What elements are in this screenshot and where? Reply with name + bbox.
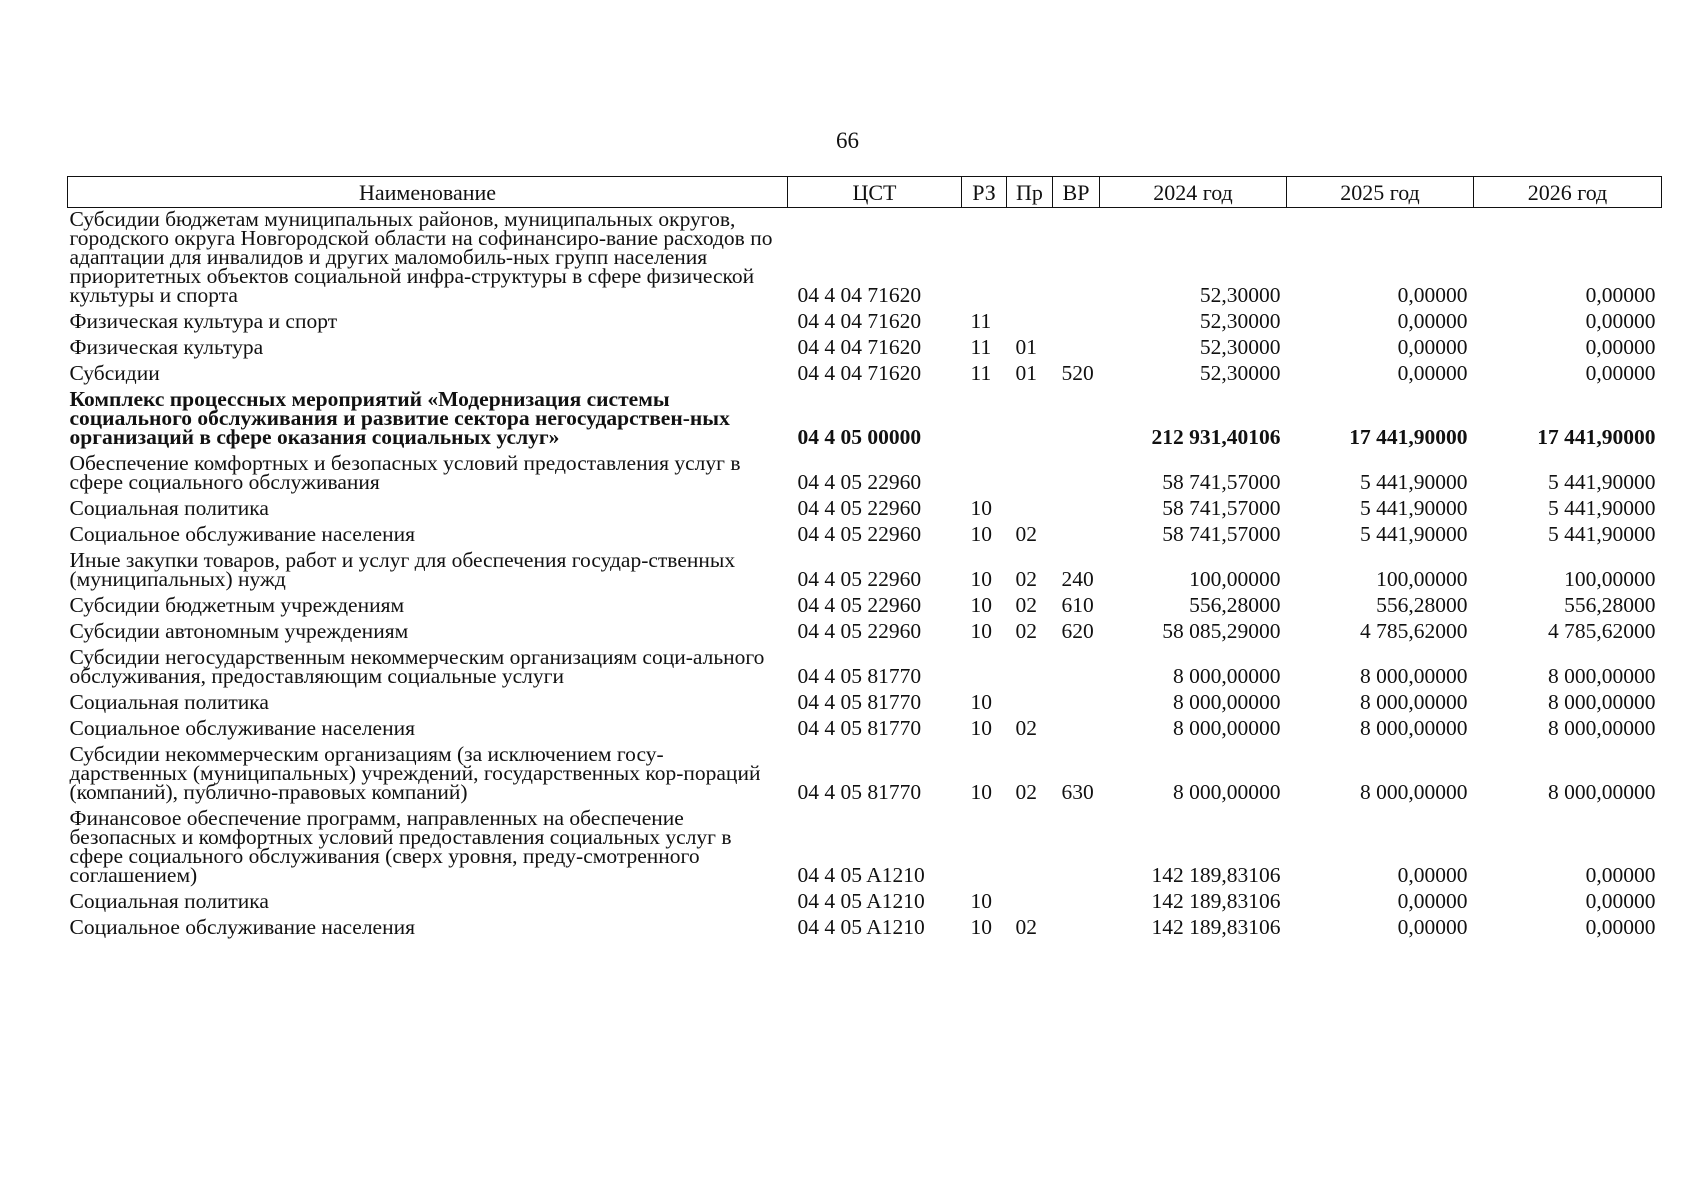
row-value-2024: 52,30000 bbox=[1199, 361, 1281, 385]
row-value-2026: 8 000,00000 bbox=[1548, 716, 1656, 740]
row-pr-code: 02 bbox=[1015, 915, 1037, 939]
row-vr-code: 620 bbox=[1061, 619, 1094, 643]
row-value-2026: 0,00000 bbox=[1585, 309, 1656, 333]
row-pr-code bbox=[1007, 807, 1053, 890]
row-pr-code bbox=[1007, 208, 1053, 311]
row-value-2025: 8 000,00000 bbox=[1360, 716, 1468, 740]
row-name: Социальное обслуживание населения bbox=[69, 522, 416, 546]
row-name: Субсидии автономным учреждениям bbox=[69, 619, 409, 643]
table-row bbox=[68, 620, 1662, 646]
row-value-2024: 556,28000 bbox=[1189, 593, 1281, 617]
row-rz-code bbox=[962, 452, 1007, 497]
row-cst-code: 04 4 04 71620 bbox=[797, 361, 922, 385]
row-value-2025: 0,00000 bbox=[1397, 283, 1468, 307]
row-rz-code: 10 bbox=[970, 889, 992, 913]
table-row bbox=[68, 497, 1662, 523]
row-name: Комплекс процессных мероприятий «Модернизация системы социального обслуживания и развитие сектора негосударствен-ных организаций в сфере оказания социальных услуг» bbox=[69, 387, 730, 449]
table-row bbox=[68, 208, 1662, 311]
row-value-2026: 4 785,62000 bbox=[1548, 619, 1656, 643]
row-value-2024: 142 189,83106 bbox=[1151, 889, 1281, 913]
row-cst-code: 04 4 05 81770 bbox=[797, 664, 922, 688]
row-vr-code bbox=[1053, 523, 1100, 549]
row-rz-code: 11 bbox=[970, 309, 992, 333]
row-rz-code: 10 bbox=[970, 496, 992, 520]
row-value-2026: 0,00000 bbox=[1585, 335, 1656, 359]
header-row bbox=[68, 177, 1662, 208]
row-vr-code bbox=[1053, 452, 1100, 497]
row-value-2024: 100,00000 bbox=[1189, 567, 1281, 591]
row-rz-code bbox=[962, 646, 1007, 691]
row-value-2026: 556,28000 bbox=[1564, 593, 1656, 617]
row-pr-code bbox=[1007, 890, 1053, 916]
row-vr-code bbox=[1053, 717, 1100, 743]
row-value-2026: 0,00000 bbox=[1585, 863, 1656, 887]
row-vr-code: 240 bbox=[1061, 567, 1094, 591]
row-value-2026: 5 441,90000 bbox=[1548, 496, 1656, 520]
row-name: Финансовое обеспечение программ, направленных на обеспечение безопасных и комфортных условий предоставления социальных услуг в сфере социального обслуживания (сверх уровня, преду-смотренного соглашением) bbox=[69, 806, 732, 887]
row-value-2025: 8 000,00000 bbox=[1360, 690, 1468, 714]
row-pr-code bbox=[1007, 452, 1053, 497]
table-row bbox=[68, 807, 1662, 890]
row-value-2026: 17 441,90000 bbox=[1537, 425, 1656, 449]
row-rz-code bbox=[962, 388, 1007, 452]
header-2024: 2024 год bbox=[1100, 177, 1287, 208]
row-value-2026: 100,00000 bbox=[1564, 567, 1656, 591]
header-cst: ЦСТ bbox=[788, 177, 962, 208]
row-vr-code bbox=[1053, 497, 1100, 523]
row-value-2025: 17 441,90000 bbox=[1349, 425, 1468, 449]
table-row bbox=[68, 743, 1662, 807]
row-value-2026: 0,00000 bbox=[1585, 361, 1656, 385]
row-cst-code: 04 4 05 22960 bbox=[797, 470, 922, 494]
row-cst-code: 04 4 04 71620 bbox=[797, 283, 922, 307]
budget-table bbox=[67, 176, 1662, 942]
row-vr-code: 630 bbox=[1061, 780, 1094, 804]
row-value-2024: 58 741,57000 bbox=[1162, 496, 1281, 520]
row-vr-code bbox=[1053, 310, 1100, 336]
row-value-2024: 58 741,57000 bbox=[1162, 522, 1281, 546]
row-value-2024: 8 000,00000 bbox=[1173, 780, 1281, 804]
row-value-2025: 5 441,90000 bbox=[1360, 470, 1468, 494]
row-cst-code: 04 4 04 71620 bbox=[797, 335, 922, 359]
row-value-2024: 52,30000 bbox=[1199, 309, 1281, 333]
table-row bbox=[68, 717, 1662, 743]
row-name: Обеспечение комфортных и безопасных условий предоставления услуг в сфере социального обслуживания bbox=[69, 451, 741, 494]
row-name: Социальное обслуживание населения bbox=[69, 716, 416, 740]
table-row bbox=[68, 594, 1662, 620]
row-pr-code: 02 bbox=[1015, 716, 1037, 740]
row-name: Субсидии некоммерческим организациям (за исключением госу-дарственных (муниципальных) учреждений, государственных кор-пораций (компаний), публично-правовых компаний) bbox=[69, 742, 761, 804]
row-rz-code: 10 bbox=[970, 716, 992, 740]
table-body bbox=[68, 208, 1662, 943]
row-value-2024: 52,30000 bbox=[1199, 283, 1281, 307]
row-value-2024: 58 741,57000 bbox=[1162, 470, 1281, 494]
row-value-2025: 0,00000 bbox=[1397, 335, 1468, 359]
row-rz-code: 10 bbox=[970, 567, 992, 591]
header-2026: 2026 год bbox=[1474, 177, 1662, 208]
row-vr-code bbox=[1053, 336, 1100, 362]
row-pr-code bbox=[1007, 646, 1053, 691]
row-value-2025: 4 785,62000 bbox=[1360, 619, 1468, 643]
row-value-2024: 8 000,00000 bbox=[1173, 716, 1281, 740]
row-value-2024: 58 085,29000 bbox=[1162, 619, 1281, 643]
row-vr-code: 610 bbox=[1061, 593, 1094, 617]
table-header bbox=[68, 177, 1662, 208]
row-pr-code: 02 bbox=[1015, 593, 1037, 617]
row-value-2026: 0,00000 bbox=[1585, 889, 1656, 913]
row-cst-code: 04 4 04 71620 bbox=[797, 309, 922, 333]
table-row bbox=[68, 523, 1662, 549]
row-rz-code: 11 bbox=[970, 361, 992, 385]
row-value-2024: 52,30000 bbox=[1199, 335, 1281, 359]
row-name: Физическая культура bbox=[69, 335, 264, 359]
table-row bbox=[68, 362, 1662, 388]
header-rz: РЗ bbox=[962, 177, 1007, 208]
row-rz-code bbox=[962, 208, 1007, 311]
header-vr: ВР bbox=[1053, 177, 1100, 208]
row-vr-code bbox=[1053, 208, 1100, 311]
row-rz-code: 10 bbox=[970, 619, 992, 643]
row-cst-code: 04 4 05 A1210 bbox=[797, 915, 925, 939]
row-value-2024: 142 189,83106 bbox=[1151, 915, 1281, 939]
row-vr-code: 520 bbox=[1061, 361, 1094, 385]
row-value-2026: 8 000,00000 bbox=[1548, 780, 1656, 804]
row-pr-code bbox=[1007, 691, 1053, 717]
table-row bbox=[68, 452, 1662, 497]
row-rz-code: 11 bbox=[970, 335, 992, 359]
row-value-2025: 100,00000 bbox=[1376, 567, 1468, 591]
row-name: Социальная политика bbox=[69, 690, 269, 714]
row-rz-code: 10 bbox=[970, 593, 992, 617]
row-value-2024: 212 931,40106 bbox=[1151, 425, 1281, 449]
row-rz-code: 10 bbox=[970, 522, 992, 546]
row-value-2025: 5 441,90000 bbox=[1360, 522, 1468, 546]
row-vr-code bbox=[1053, 646, 1100, 691]
row-value-2025: 0,00000 bbox=[1397, 863, 1468, 887]
row-vr-code bbox=[1053, 388, 1100, 452]
row-pr-code: 01 bbox=[1015, 361, 1037, 385]
header-pr: Пр bbox=[1007, 177, 1053, 208]
row-pr-code bbox=[1007, 497, 1053, 523]
row-rz-code: 10 bbox=[970, 780, 992, 804]
table-row bbox=[68, 336, 1662, 362]
table-row bbox=[68, 549, 1662, 594]
row-pr-code: 02 bbox=[1015, 522, 1037, 546]
header-2025: 2025 год bbox=[1287, 177, 1474, 208]
row-value-2025: 0,00000 bbox=[1397, 915, 1468, 939]
row-value-2025: 556,28000 bbox=[1376, 593, 1468, 617]
row-name: Субсидии бюджетам муниципальных районов, муниципальных округов, городского округа Новгородской области на софинансиро-вание расходов по адаптации для инвалидов и других маломобиль-ных групп населения приоритетных объектов социальной инфра-структуры в сфере физической культуры и спорта bbox=[69, 207, 773, 307]
row-pr-code: 02 bbox=[1015, 567, 1037, 591]
row-name: Физическая культура и спорт bbox=[69, 309, 338, 333]
table-row bbox=[68, 646, 1662, 691]
row-value-2024: 8 000,00000 bbox=[1173, 690, 1281, 714]
row-name: Социальная политика bbox=[69, 889, 269, 913]
row-value-2024: 142 189,83106 bbox=[1151, 863, 1281, 887]
row-name: Социальная политика bbox=[69, 496, 269, 520]
row-value-2025: 0,00000 bbox=[1397, 889, 1468, 913]
row-name: Социальное обслуживание населения bbox=[69, 915, 416, 939]
row-cst-code: 04 4 05 22960 bbox=[797, 567, 922, 591]
row-cst-code: 04 4 05 A1210 bbox=[797, 889, 925, 913]
row-value-2026: 0,00000 bbox=[1585, 915, 1656, 939]
table-row bbox=[68, 691, 1662, 717]
row-value-2026: 8 000,00000 bbox=[1548, 664, 1656, 688]
row-vr-code bbox=[1053, 691, 1100, 717]
row-cst-code: 04 4 05 22960 bbox=[797, 593, 922, 617]
row-value-2026: 5 441,90000 bbox=[1548, 470, 1656, 494]
table-row bbox=[68, 890, 1662, 916]
row-value-2025: 0,00000 bbox=[1397, 309, 1468, 333]
row-vr-code bbox=[1053, 916, 1100, 942]
row-value-2024: 8 000,00000 bbox=[1173, 664, 1281, 688]
row-cst-code: 04 4 05 22960 bbox=[797, 522, 922, 546]
row-value-2025: 8 000,00000 bbox=[1360, 664, 1468, 688]
row-cst-code: 04 4 05 00000 bbox=[797, 425, 922, 449]
row-name: Иные закупки товаров, работ и услуг для обеспечения государ-ственных (муниципальных) нужд bbox=[69, 548, 736, 591]
row-pr-code bbox=[1007, 310, 1053, 336]
row-value-2025: 5 441,90000 bbox=[1360, 496, 1468, 520]
table-row bbox=[68, 310, 1662, 336]
table-row bbox=[68, 916, 1662, 942]
row-cst-code: 04 4 05 22960 bbox=[797, 496, 922, 520]
row-cst-code: 04 4 05 81770 bbox=[797, 780, 922, 804]
row-cst-code: 04 4 05 A1210 bbox=[797, 863, 925, 887]
row-rz-code: 10 bbox=[970, 690, 992, 714]
row-value-2026: 5 441,90000 bbox=[1548, 522, 1656, 546]
row-name: Субсидии негосударственным некоммерческим организациям соци-ального обслуживания, предоставляющим социальные услуги bbox=[69, 645, 765, 688]
row-value-2025: 0,00000 bbox=[1397, 361, 1468, 385]
header-name: Наименование bbox=[68, 177, 788, 208]
row-rz-code bbox=[962, 807, 1007, 890]
row-vr-code bbox=[1053, 890, 1100, 916]
row-cst-code: 04 4 05 22960 bbox=[797, 619, 922, 643]
page-number: 66 bbox=[836, 128, 859, 153]
table-row bbox=[68, 388, 1662, 452]
row-name: Субсидии bbox=[69, 361, 160, 385]
row-cst-code: 04 4 05 81770 bbox=[797, 716, 922, 740]
row-value-2026: 0,00000 bbox=[1585, 283, 1656, 307]
row-vr-code bbox=[1053, 807, 1100, 890]
row-pr-code: 02 bbox=[1015, 780, 1037, 804]
row-cst-code: 04 4 05 81770 bbox=[797, 690, 922, 714]
row-pr-code: 01 bbox=[1015, 335, 1037, 359]
row-pr-code bbox=[1007, 388, 1053, 452]
row-rz-code: 10 bbox=[970, 915, 992, 939]
row-value-2026: 8 000,00000 bbox=[1548, 690, 1656, 714]
row-pr-code: 02 bbox=[1015, 619, 1037, 643]
row-value-2025: 8 000,00000 bbox=[1360, 780, 1468, 804]
row-name: Субсидии бюджетным учреждениям bbox=[69, 593, 405, 617]
